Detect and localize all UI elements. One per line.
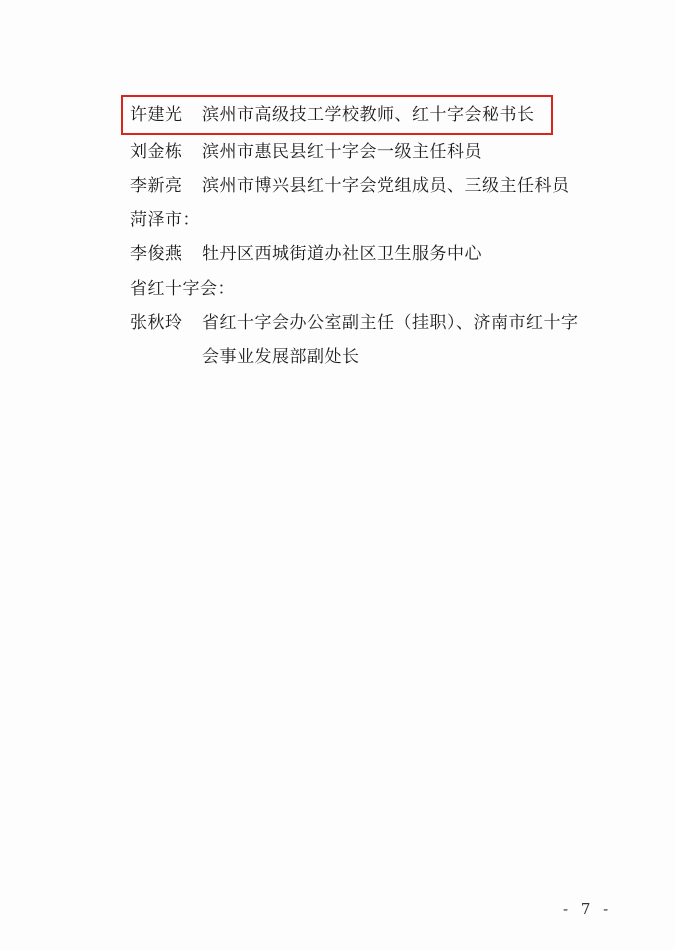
- entry-name: 李新亮: [130, 176, 183, 196]
- entry-name: 许建光: [130, 105, 183, 125]
- entry-row: [130, 176, 570, 196]
- entry-name: 张秋玲: [130, 313, 183, 333]
- entry-title: 牡丹区西城街道办社区卫生服务中心: [202, 244, 482, 264]
- section-heading: 省红十字会：: [130, 279, 235, 299]
- entry-title: 滨州市惠民县红十字会一级主任科员: [202, 142, 482, 162]
- entry-title: 滨州市博兴县红十字会党组成员、三级主任科员: [202, 176, 570, 196]
- entry-name: 刘金栋: [130, 142, 183, 162]
- entry-title: 省红十字会办公室副主任（挂职）、济南市红十字: [202, 313, 579, 333]
- entry-row: [130, 105, 535, 125]
- entry-row: [130, 244, 482, 264]
- entry-title: 滨州市高级技工学校教师、红十字会秘书长: [202, 105, 535, 125]
- entry-row: [130, 142, 482, 162]
- page-number: - 7 -: [563, 900, 613, 918]
- entry-title-continuation: 会事业发展部副处长: [202, 347, 360, 367]
- entry-row: [130, 313, 579, 333]
- section-heading: 菏泽市：: [130, 210, 200, 230]
- entry-name: 李俊燕: [130, 244, 183, 264]
